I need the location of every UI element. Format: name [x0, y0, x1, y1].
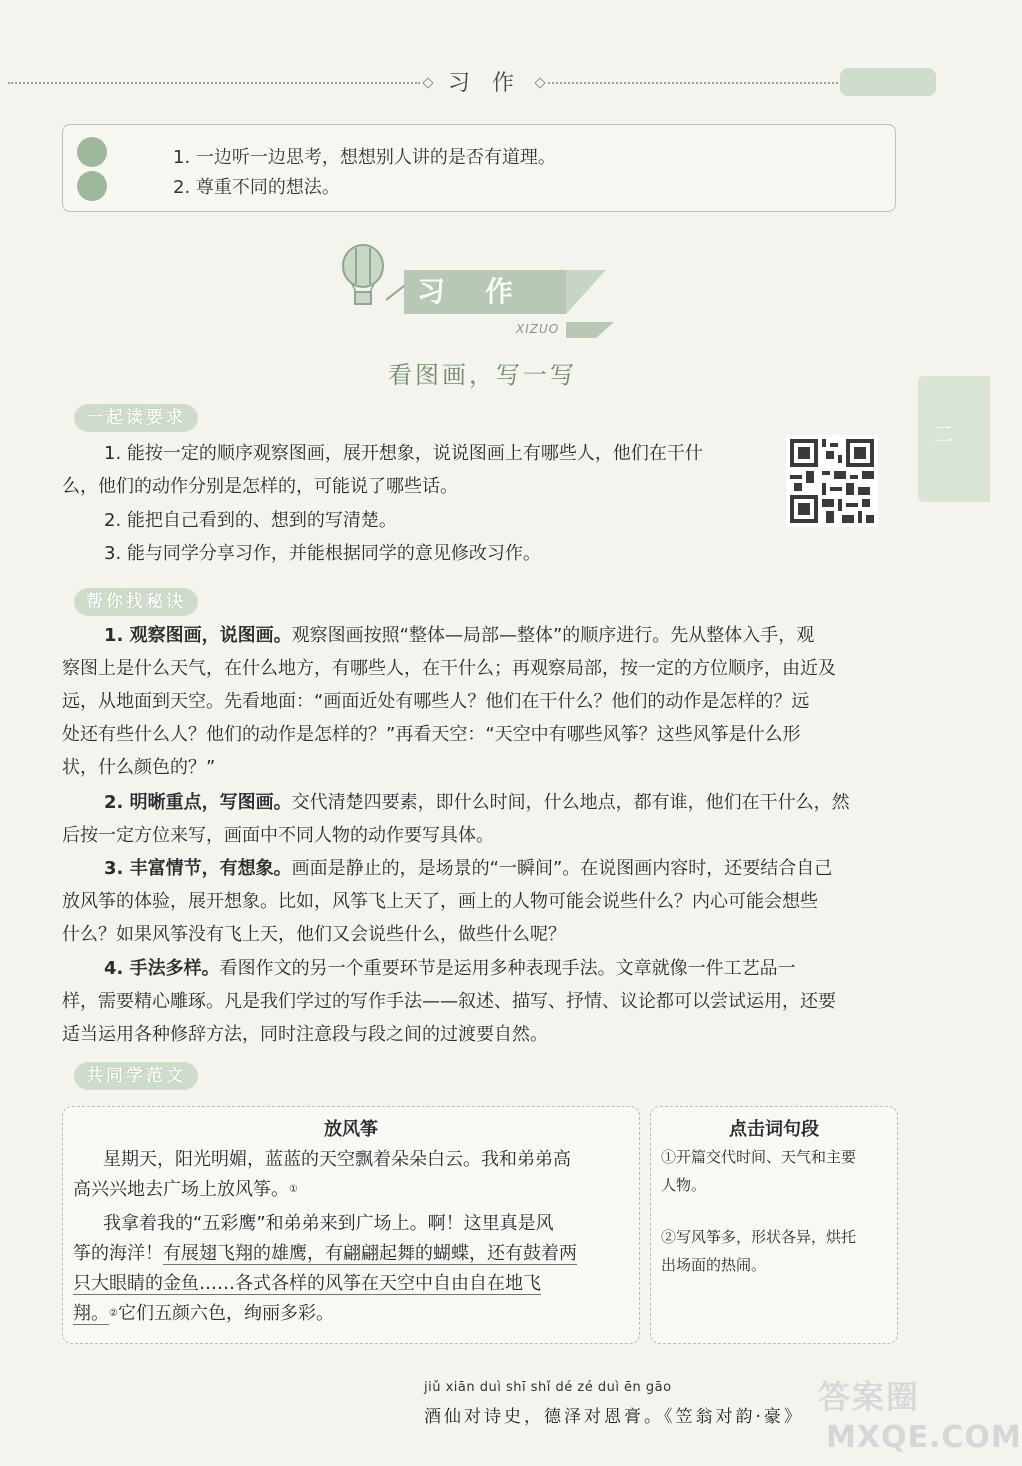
requirement-line-2: 么，他们的动作分别是怎样的，可能说了哪些话。	[62, 476, 458, 497]
guide-point-1-text: 观察图画按照“整体—局部—整体”的顺序进行。先从整体入手，观	[291, 625, 815, 646]
guide-point-4-heading: 4. 手法多样。	[104, 958, 220, 979]
footer-verse: 酒仙对诗史，德泽对恩膏。《笠翁对韵·豪》	[424, 1407, 804, 1427]
tips-box	[62, 124, 896, 212]
note-2-line-2: 出场面的热闹。	[661, 1256, 767, 1274]
essay-underlined-sentence-cont: 只大眼睛的金鱼……各式各样的风筝在天空中自由自在地飞	[73, 1273, 541, 1294]
qr-code-icon[interactable]	[786, 435, 878, 527]
model-essay-box	[62, 1106, 640, 1344]
essay-line-2	[73, 1175, 298, 1205]
watermark-url: MXQE.COM	[826, 1420, 1022, 1455]
writing-topic: 看图画，写一写	[388, 361, 577, 389]
essay-underlined-sentence-end: 翔。	[73, 1303, 109, 1324]
guide-paragraph-1-line-2: 察图上是什么天气，在什么地方，有哪些人，在干什么；再观察局部，按一定的方位顺序，由近及	[62, 658, 836, 679]
guide-point-3-text: 画面是静止的，是场景的“一瞬间”。在说图画内容时，还要结合自己	[291, 858, 833, 879]
guide-paragraph-4-line-3: 适当运用各种修辞方法，同时注意段与段之间的过渡要自然。	[62, 1024, 548, 1045]
guide-point-3-heading: 3. 丰富情节，有想象。	[104, 858, 292, 879]
header-rule-left	[8, 82, 420, 84]
note-2-line-1: ②写风筝多，形状各异，烘托	[661, 1228, 857, 1246]
header-diamond-left	[422, 77, 433, 88]
essay-underlined-sentence: 有展翅飞翔的雄鹰，有翩翩起舞的蝴蝶，还有鼓着两	[163, 1243, 577, 1264]
annotation-notes-box	[650, 1106, 898, 1344]
notes-title: 点击词句段	[729, 1119, 819, 1140]
requirement-line-4: 3. 能与同学分享习作，并能根据同学的意见修改习作。	[104, 543, 541, 564]
tip-line-1: 1. 一边听一边思考，想想别人讲的是否有道理。	[173, 147, 556, 168]
essay-line-6-text: 它们五颜六色，绚丽多彩。	[117, 1303, 334, 1324]
model-essay-label: 共同学范文	[74, 1062, 198, 1090]
guide-paragraph-2-line-1	[104, 787, 850, 818]
banner-ribbon-icon	[566, 270, 616, 340]
guide-point-1-heading: 1. 观察图画，说图画。	[104, 625, 292, 646]
guide-point-2-text: 交代清楚四要素，即什么时间，什么地点，都有谁，他们在干什么，然	[291, 792, 850, 813]
page-header-title: 习作	[448, 71, 537, 96]
guide-paragraph-4-line-2: 样，需要精心雕琢。凡是我们学过的写作手法——叙述、描写、抒情、议论都可以尝试运用，还要	[62, 991, 836, 1012]
note-1-line-1: ①开篇交代时间、天气和主要	[661, 1148, 857, 1166]
essay-line-2-text: 高兴兴地去广场上放风筝。	[73, 1179, 289, 1200]
tips-badge-icon	[77, 137, 107, 201]
section-banner-subtitle: XIZUO	[516, 322, 560, 336]
essay-line-4	[73, 1239, 577, 1269]
guide-point-4-text: 看图作文的另一个重要环节是运用多种表现手法。文章就像一件工艺品一	[219, 958, 796, 979]
guide-paragraph-1-line-5: 状，什么颜色的？”	[62, 757, 216, 778]
side-tab-label: 二	[932, 423, 955, 448]
essay-line-4-start: 筝的海洋！	[73, 1243, 163, 1264]
footer-pinyin: jiǔ xiān duì shī shǐ dé zé duì ēn gāo	[424, 1380, 672, 1395]
essay-line-6	[73, 1299, 334, 1329]
guide-point-2-heading: 2. 明晰重点，写图画。	[104, 792, 292, 813]
requirement-line-3: 2. 能把自己看到的、想到的写清楚。	[104, 510, 397, 531]
guide-paragraph-1-line-3: 远，从地面到天空。先看地面：“画面近处有哪些人？他们在干什么？他们的动作是怎样的？远	[62, 691, 810, 712]
section-banner: 习作	[404, 270, 566, 314]
requirements-label: 一起读要求	[74, 404, 198, 432]
guide-paragraph-4-line-1	[104, 953, 796, 984]
annotation-marker-1: ①	[289, 1184, 298, 1195]
side-chapter-tab	[918, 376, 990, 502]
essay-line-3: 我拿着我的“五彩鹰”和弟弟来到广场上。啊！这里真是风	[103, 1213, 554, 1234]
watermark-logo: 答案圈	[818, 1378, 921, 1416]
annotation-marker-2: ②	[109, 1308, 118, 1319]
guide-paragraph-3-line-3: 什么？如果风筝没有飞上天，他们又会说些什么，做些什么呢？	[62, 924, 566, 945]
header-rule-right	[548, 82, 838, 84]
hot-air-balloon-icon	[340, 244, 386, 308]
essay-line-5	[73, 1269, 541, 1299]
guide-paragraph-3-line-2: 放风筝的体验，展开想象。比如，风筝飞上天了，画上的人物可能会说些什么？内心可能会想些	[62, 891, 818, 912]
guide-paragraph-3-line-1	[104, 853, 832, 884]
requirement-line-1: 1. 能按一定的顺序观察图画，展开想象，说说图画上有哪些人，他们在干什	[104, 443, 703, 464]
guide-paragraph-1-line-4: 处还有些什么人？他们的动作是怎样的？”再看天空：“天空中有哪些风筝？这些风筝是什么形	[62, 724, 801, 745]
guide-paragraph-2-line-2: 后按一定方位来写，画面中不同人物的动作要写具体。	[62, 825, 494, 846]
guide-paragraph-1-line-1	[104, 620, 814, 651]
header-diamond-right	[534, 77, 545, 88]
note-1-line-2: 人物。	[661, 1176, 707, 1194]
guide-label: 帮你找秘诀	[74, 588, 198, 616]
essay-title: 放风筝	[324, 1119, 378, 1140]
essay-line-1: 星期天，阳光明媚，蓝蓝的天空飘着朵朵白云。我和弟弟高	[103, 1149, 571, 1170]
tip-line-2: 2. 尊重不同的想法。	[173, 177, 340, 198]
header-tab	[840, 68, 936, 96]
